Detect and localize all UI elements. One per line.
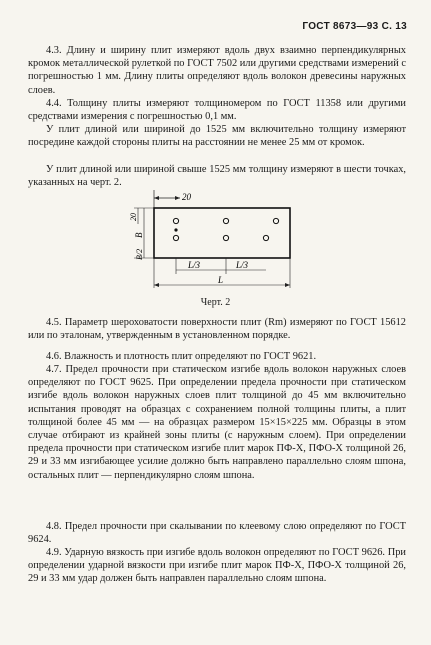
paragraph-4-9: 4.9. Ударную вязкость при изгибе вдоль волокон определяют по ГОСТ 9626. При определении ударной вязкости при изгибе плит марок ПФ-Х, ПФО-Х толщиной 26, 29 и 33 мм удар должен быть направлен параллельно слоям шпона. [28, 547, 406, 585]
measurement-point [263, 235, 268, 240]
running-header: ГОСТ 8673—93 С. 13 [302, 21, 407, 32]
dim-top-20: 20 [182, 192, 191, 202]
measurement-points [173, 218, 278, 240]
dim-l: L [218, 275, 224, 285]
paragraph-4-3: 4.3. Длину и ширину плит измеряют вдоль двух взаимно перпендикулярных кромок металлической рулеткой по ГОСТ 7502 или другими средствами измерений с погрешностью 1 мм. Длину плиты определяют вдоль волокон древесины наружных слоев. [28, 45, 406, 96]
dim-left-20: 20 [129, 213, 138, 221]
paragraph-4-7: 4.7. Предел прочности при статическом изгибе вдоль волокон наружных слоев определяют по ГОСТ 9625. При определении предела прочности при статическом изгибе вдоль волокон наружных слоев плит толщиной до 45 мм включительно испытания проводят на образцах с сохранением полной толщины плиты, а плит толщиной более 45 мм — на образцах размером 15×15×225 мм. Образцы в этом случае отбирают из крайней зоны плиты (с наружным слоем). При определении предела прочности при статическом изгибе плит марок ПФ-Х, ПФО-Х толщиной 26, 29 и 33 мм изгибающее усилие должно быть направлено параллельно слоям шпона, остальных плит — перпендикулярно слоям шпона. [28, 364, 406, 481]
measurement-point [223, 218, 228, 223]
paragraph-4-4-thickness-large: У плит длиной или шириной свыше 1525 мм толщину измеряют в шести точках, указанных на черт. 2. [28, 164, 406, 189]
measurement-point [173, 218, 178, 223]
paragraph-4-6: 4.6. Влажность и плотность плит определяют по ГОСТ 9621. [46, 351, 317, 362]
paragraph-4-4-thickness-small: У плит длиной или шириной до 1525 мм включительно толщину измеряют посредине каждой стороны плиты на расстоянии не менее 25 мм от кромок. [28, 124, 406, 149]
paragraph-4-5: 4.5. Параметр шероховатости поверхности плит (Rm) измеряют по ГОСТ 15612 или по эталонам, утвержденным в установленном порядке. [28, 317, 406, 342]
measurement-point [174, 228, 177, 231]
dim-l-third-2: L/3 [236, 260, 249, 270]
measurement-point [273, 218, 278, 223]
dim-b: B [134, 232, 144, 238]
figure-caption: Черт. 2 [200, 297, 231, 308]
measurement-point [173, 235, 178, 240]
dim-b-half: B/2 [135, 248, 144, 260]
measurement-point [223, 235, 228, 240]
dim-l-third-1: L/3 [188, 260, 201, 270]
plate-outline [154, 208, 290, 258]
figure-2-measurement-points [120, 188, 310, 293]
paragraph-4-8: 4.8. Предел прочности при скалывании по клеевому слою определяют по ГОСТ 9624. [28, 521, 406, 546]
paragraph-4-4: 4.4. Толщину плиты измеряют толщиномером по ГОСТ 11358 или другими средствами измерения с погрешностью 0,1 мм. [28, 98, 406, 123]
